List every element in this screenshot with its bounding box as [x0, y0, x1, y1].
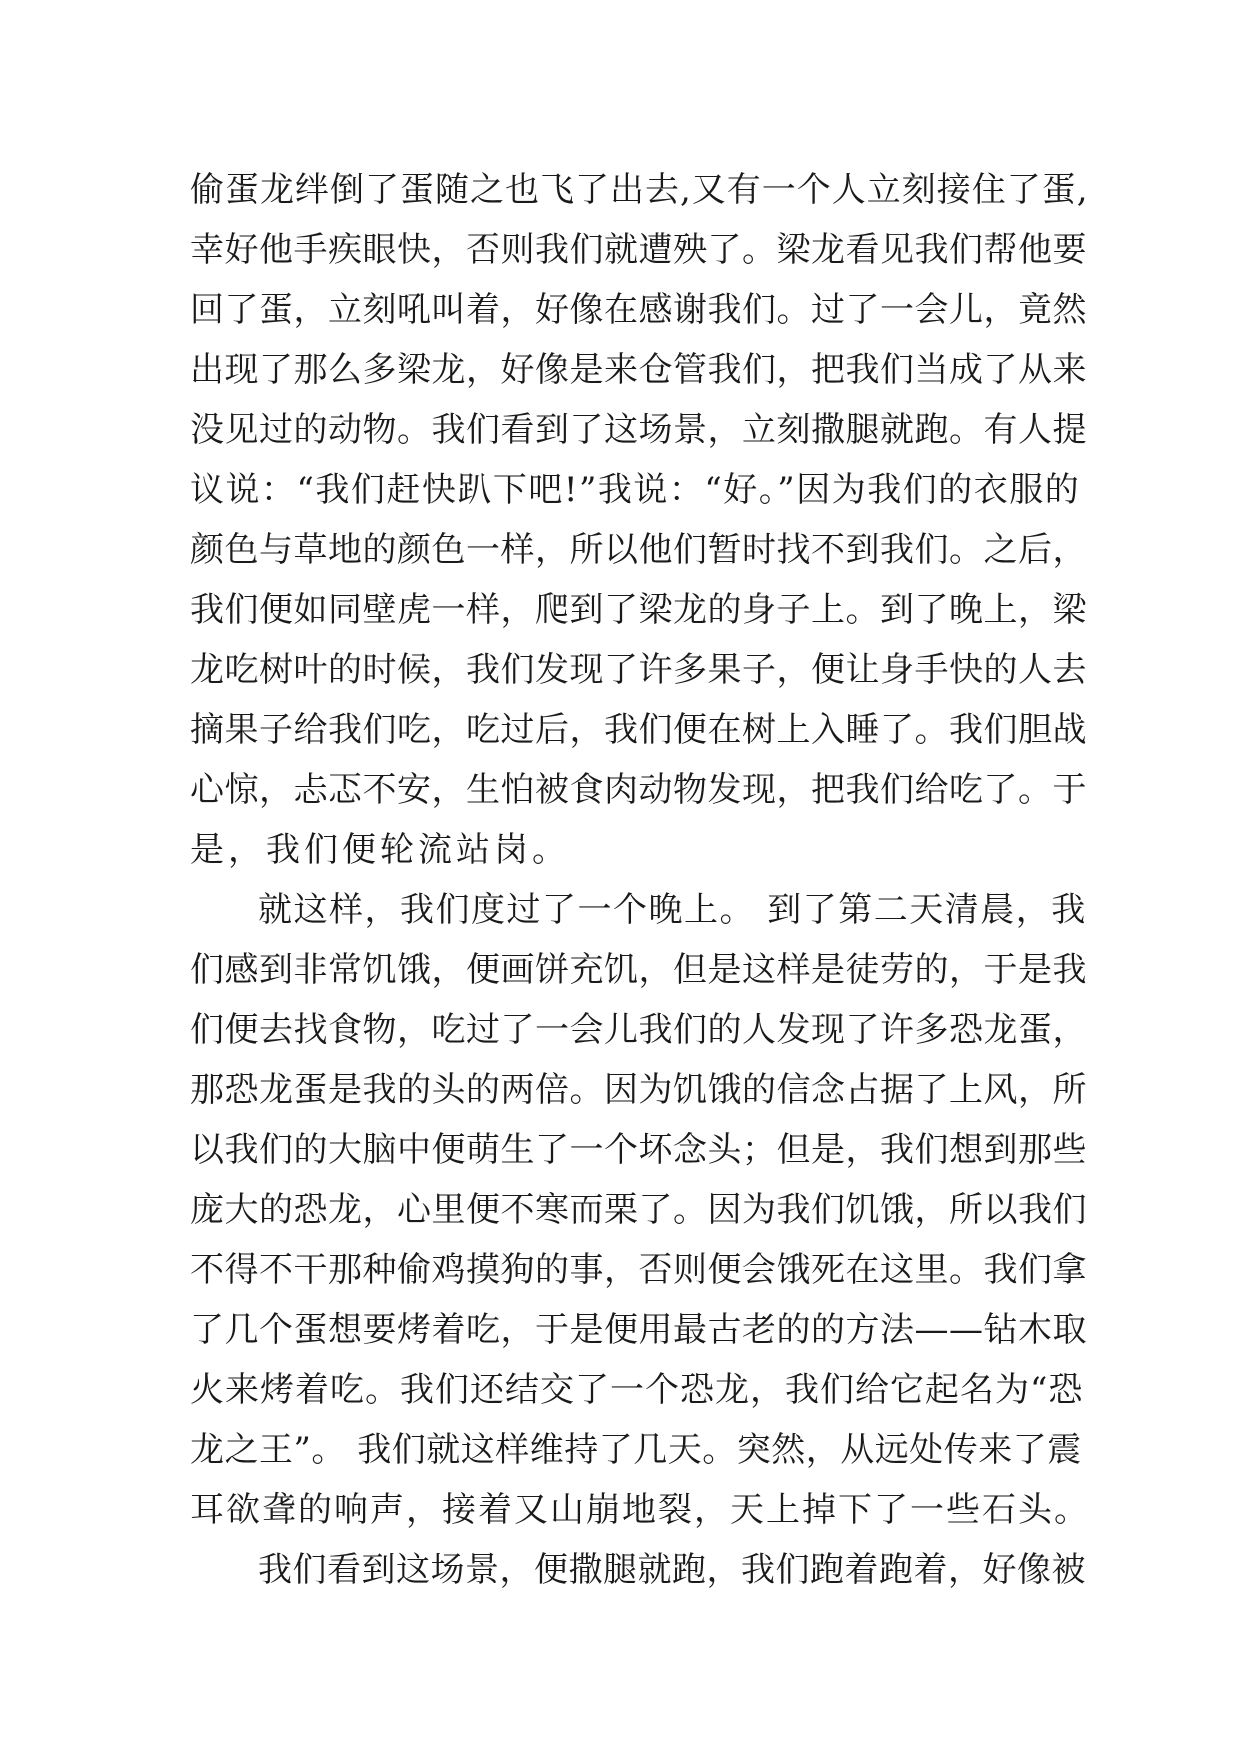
text-line: 庞大的恐龙，心里便不寒而栗了。因为我们饥饿，所以我们 [190, 1190, 1087, 1230]
text-line: 以我们的大脑中便萌生了一个坏念头；但是，我们想到那些 [190, 1130, 1087, 1170]
text-line: 那恐龙蛋是我的头的两倍。因为饥饿的信念占据了上风，所 [190, 1070, 1087, 1110]
text-line: 心惊，忐忑不安，生怕被食肉动物发现，把我们给吃了。于 [190, 770, 1087, 810]
text-line: 摘果子给我们吃，吃过后，我们便在树上入睡了。我们胆战 [190, 710, 1087, 750]
text-line: 了几个蛋想要烤着吃，于是便用最古老的的方法——钻木取 [190, 1310, 1087, 1350]
text-line: 回了蛋，立刻吼叫着，好像在感谢我们。过了一会儿，竟然 [190, 290, 1087, 330]
text-line: 龙吃树叶的时候，我们发现了许多果子，便让身手快的人去 [190, 650, 1087, 690]
text-line: 是，我们便轮流站岗。 [190, 830, 570, 870]
text-line: 我们看到这场景，便撒腿就跑，我们跑着跑着，好像被 [258, 1550, 1086, 1590]
text-line: 我们便如同壁虎一样，爬到了梁龙的身子上。到了晚上，梁 [190, 590, 1087, 630]
body-text [190, 160, 1090, 1600]
text-line: 就这样，我们度过了一个晚上。 到了第二天清晨，我 [258, 890, 1087, 930]
text-line: 们感到非常饥饿，便画饼充饥，但是这样是徒劳的，于是我 [190, 950, 1087, 990]
text-line: 幸好他手疾眼快，否则我们就遭殃了。梁龙看见我们帮他要 [190, 230, 1087, 270]
text-line: 没见过的动物。我们看到了这场景，立刻撒腿就跑。有人提 [190, 410, 1087, 450]
text-line: 颜色与草地的颜色一样，所以他们暂时找不到我们。之后， [190, 530, 1087, 570]
text-line: 耳欲聋的响声，接着又山崩地裂，天上掉下了一些石头。 [190, 1490, 1090, 1530]
text-line: 偷蛋龙绊倒了蛋随之也飞了出去,又有一个人立刻接住了蛋, [190, 170, 1089, 210]
text-line: 议说：“我们赶快趴下吧!”我说：“好。”因为我们的衣服的 [190, 470, 1081, 510]
text-line: 龙之王”。 我们就这样维持了几天。突然，从远处传来了震 [190, 1430, 1082, 1470]
text-line: 火来烤着吃。我们还结交了一个恐龙，我们给它起名为“恐 [190, 1370, 1084, 1410]
text-line: 们便去找食物，吃过了一会儿我们的人发现了许多恐龙蛋， [190, 1010, 1087, 1050]
text-line: 不得不干那种偷鸡摸狗的事，否则便会饿死在这里。我们拿 [190, 1250, 1087, 1290]
text-line: 出现了那么多梁龙，好像是来仓管我们，把我们当成了从来 [190, 350, 1087, 390]
